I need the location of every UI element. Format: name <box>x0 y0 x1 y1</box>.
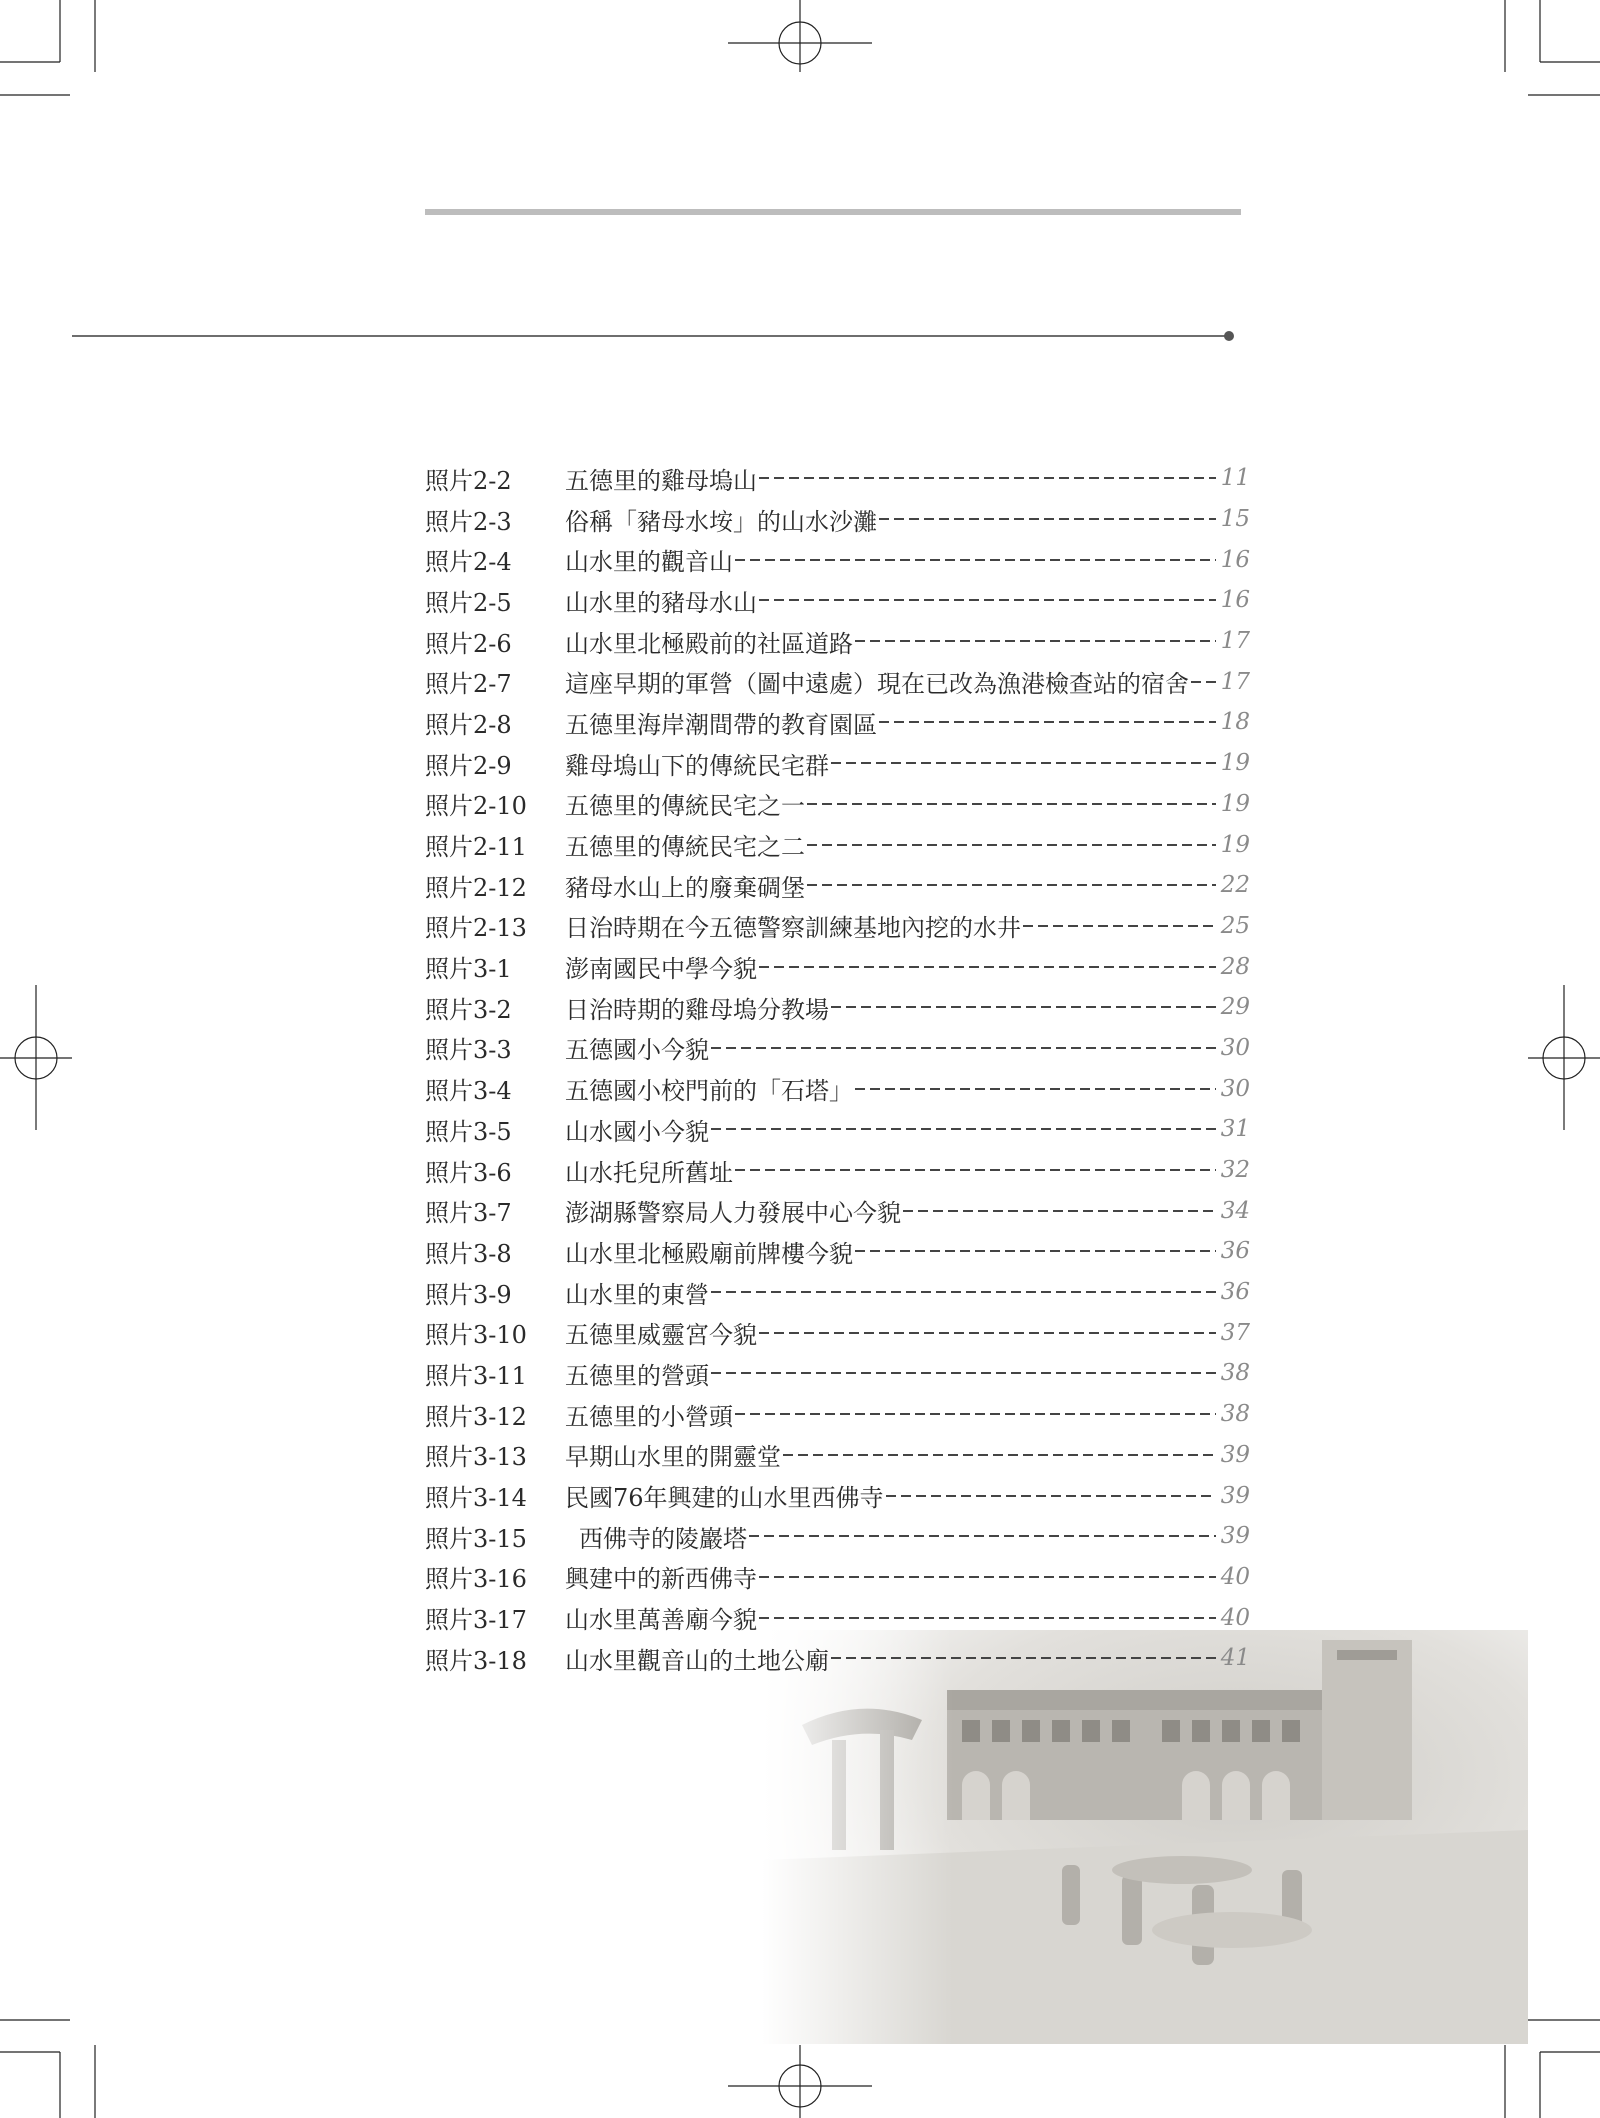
dot-leader <box>1023 925 1216 927</box>
page-number: 36 <box>1220 1279 1250 1306</box>
page-number: 19 <box>1220 790 1250 817</box>
photo-number: 照片2-6 <box>425 629 512 658</box>
photo-caption: 山水里萬善廟今貌 <box>565 1606 757 1635</box>
section-rule-dot <box>1224 331 1234 341</box>
toc-entry <box>425 1109 1250 1150</box>
dot-leader <box>783 1454 1216 1456</box>
toc-entry <box>425 1638 1250 1679</box>
toc-entry <box>425 906 1250 947</box>
page-number: 16 <box>1220 587 1250 614</box>
photo-number: 照片3-16 <box>425 1565 527 1594</box>
toc-entry <box>425 1068 1250 1109</box>
photo-caption: 俗稱「豬母水垵」的山水沙灘 <box>565 507 877 536</box>
photo-caption: 五德國小今貌 <box>565 1036 709 1065</box>
toc-entry <box>425 1312 1250 1353</box>
page-number: 16 <box>1220 546 1250 573</box>
photo-caption: 五德里海岸潮間帶的教育園區 <box>565 710 877 739</box>
page-number: 32 <box>1220 1157 1250 1184</box>
photo-number: 照片3-9 <box>425 1280 512 1309</box>
page-number: 39 <box>1220 1441 1250 1468</box>
page-number: 41 <box>1220 1645 1250 1672</box>
dot-leader <box>759 477 1216 479</box>
page-number: 17 <box>1220 628 1250 655</box>
dot-leader <box>759 966 1216 968</box>
dot-leader <box>711 1291 1216 1293</box>
photo-caption: 日治時期的雞母塢分教場 <box>565 995 829 1024</box>
toc-entry <box>425 702 1250 743</box>
toc-entry <box>425 743 1250 784</box>
toc-entry <box>425 1394 1250 1435</box>
photo-caption: 山水里觀音山的土地公廟 <box>565 1646 829 1675</box>
dot-leader <box>759 1576 1216 1578</box>
photo-number: 照片3-10 <box>425 1321 527 1350</box>
photo-caption: 五德里的雞母塢山 <box>565 466 757 495</box>
photo-number: 照片3-7 <box>425 1199 512 1228</box>
dot-leader <box>855 640 1216 642</box>
dot-leader <box>711 1128 1216 1130</box>
toc-entry <box>425 1150 1250 1191</box>
dot-leader <box>831 762 1216 764</box>
photo-caption: 五德里威靈宮今貌 <box>565 1321 757 1350</box>
dot-leader <box>807 803 1216 805</box>
photo-number: 照片3-8 <box>425 1239 512 1268</box>
photo-number: 照片2-4 <box>425 548 512 577</box>
photo-caption: 興建中的新西佛寺 <box>565 1565 757 1594</box>
toc-entry <box>425 621 1250 662</box>
toc-entry <box>425 1475 1250 1516</box>
toc-entry <box>425 784 1250 825</box>
dot-leader <box>711 1372 1216 1374</box>
photo-caption: 西佛寺的陵巖塔 <box>579 1524 747 1553</box>
toc-entry <box>425 1353 1250 1394</box>
dot-leader <box>807 884 1216 886</box>
photo-caption: 日治時期在今五德警察訓練基地內挖的水井 <box>565 914 1021 943</box>
dot-leader <box>711 1047 1216 1049</box>
photo-number: 照片3-17 <box>425 1606 527 1635</box>
photo-number: 照片2-7 <box>425 670 512 699</box>
page-number: 25 <box>1220 912 1250 939</box>
toc-entry <box>425 946 1250 987</box>
photo-caption: 山水里的豬母水山 <box>565 588 757 617</box>
photo-number: 照片3-11 <box>425 1361 527 1390</box>
page-number: 22 <box>1220 872 1250 899</box>
photo-caption: 早期山水里的開靈堂 <box>565 1443 781 1472</box>
photo-number: 照片3-4 <box>425 1077 512 1106</box>
photo-number: 照片3-18 <box>425 1646 527 1675</box>
dot-leader <box>807 844 1216 846</box>
page-number: 38 <box>1220 1360 1250 1387</box>
toc-entry <box>425 499 1250 540</box>
toc-entry <box>425 987 1250 1028</box>
toc-entry <box>425 458 1250 499</box>
page-number: 19 <box>1220 831 1250 858</box>
section-rule <box>72 335 1232 337</box>
photo-number: 照片2-5 <box>425 588 512 617</box>
photo-caption: 五德里的傳統民宅之二 <box>565 833 805 862</box>
page-number: 11 <box>1220 465 1250 492</box>
dot-leader <box>1191 681 1216 683</box>
photo-caption: 五德里的傳統民宅之一 <box>565 792 805 821</box>
page-number: 30 <box>1220 1034 1250 1061</box>
dot-leader <box>855 1250 1216 1252</box>
page-number: 36 <box>1220 1238 1250 1265</box>
photo-caption: 澎湖縣警察局人力發展中心今貌 <box>565 1199 901 1228</box>
toc-entry <box>425 661 1250 702</box>
photo-number: 照片2-2 <box>425 466 512 495</box>
toc-entry <box>425 865 1250 906</box>
photo-number: 照片3-6 <box>425 1158 512 1187</box>
photo-number: 照片3-15 <box>425 1524 527 1553</box>
dot-leader <box>855 1088 1216 1090</box>
dot-leader <box>749 1535 1216 1537</box>
photo-caption: 山水里北極殿廟前牌樓今貌 <box>565 1239 853 1268</box>
photo-number: 照片2-9 <box>425 751 512 780</box>
photo-caption: 山水國小今貌 <box>565 1117 709 1146</box>
page-number: 40 <box>1220 1563 1250 1590</box>
page-number: 40 <box>1220 1604 1250 1631</box>
toc-entry <box>425 1231 1250 1272</box>
photo-number: 照片3-13 <box>425 1443 527 1472</box>
photo-number: 照片3-12 <box>425 1402 527 1431</box>
toc-entry <box>425 1516 1250 1557</box>
photo-caption: 五德里的小營頭 <box>565 1402 733 1431</box>
dot-leader <box>735 559 1216 561</box>
photo-number: 照片2-8 <box>425 710 512 739</box>
photo-number: 照片3-14 <box>425 1484 527 1513</box>
toc-entry <box>425 1272 1250 1313</box>
photo-caption: 這座早期的軍營（圖中遠處）現在已改為漁港檢查站的宿舍 <box>565 670 1189 699</box>
toc-entry <box>425 539 1250 580</box>
page-number: 30 <box>1220 1075 1250 1102</box>
page-number: 39 <box>1220 1523 1250 1550</box>
photo-number: 照片2-3 <box>425 507 512 536</box>
dot-leader <box>735 1413 1216 1415</box>
photo-number: 照片3-1 <box>425 955 512 984</box>
photo-caption: 豬母水山上的廢棄碉堡 <box>565 873 805 902</box>
dot-leader <box>886 1495 1216 1497</box>
page-number: 39 <box>1220 1482 1250 1509</box>
photo-number: 照片3-5 <box>425 1117 512 1146</box>
dot-leader <box>735 1169 1216 1171</box>
photo-number: 照片3-2 <box>425 995 512 1024</box>
toc-entry <box>425 580 1250 621</box>
photo-number: 照片2-11 <box>425 833 527 862</box>
photo-number: 照片2-12 <box>425 873 527 902</box>
photo-number: 照片3-3 <box>425 1036 512 1065</box>
photo-caption: 山水里的東營 <box>565 1280 709 1309</box>
page-number: 19 <box>1220 750 1250 777</box>
dot-leader <box>759 1617 1216 1619</box>
photo-caption: 五德里的營頭 <box>565 1361 709 1390</box>
dot-leader <box>879 721 1216 723</box>
photo-index-list <box>425 458 1250 1679</box>
photo-number: 照片2-10 <box>425 792 527 821</box>
toc-entry <box>425 1028 1250 1069</box>
toc-entry <box>425 1597 1250 1638</box>
page-number: 34 <box>1220 1197 1250 1224</box>
page-number: 31 <box>1220 1116 1250 1143</box>
page-number: 18 <box>1220 709 1250 736</box>
dot-leader <box>903 1210 1216 1212</box>
photo-number: 照片2-13 <box>425 914 527 943</box>
toc-entry <box>425 824 1250 865</box>
dot-leader <box>759 599 1216 601</box>
photo-caption: 澎南國民中學今貌 <box>565 955 757 984</box>
photo-caption: 雞母塢山下的傳統民宅群 <box>565 751 829 780</box>
page-number: 38 <box>1220 1401 1250 1428</box>
photo-caption: 五德國小校門前的「石塔」 <box>565 1077 853 1106</box>
photo-caption: 民國76年興建的山水里西佛寺 <box>565 1484 884 1513</box>
photo-caption: 山水里的觀音山 <box>565 548 733 577</box>
photo-caption: 山水里北極殿前的社區道路 <box>565 629 853 658</box>
page-number: 15 <box>1220 506 1250 533</box>
photo-caption: 山水托兒所舊址 <box>565 1158 733 1187</box>
toc-entry <box>425 1557 1250 1598</box>
page-number: 37 <box>1220 1319 1250 1346</box>
toc-entry <box>425 1190 1250 1231</box>
page-number: 29 <box>1220 994 1250 1021</box>
header-rule <box>425 209 1241 215</box>
toc-entry <box>425 1435 1250 1476</box>
dot-leader <box>879 518 1216 520</box>
dot-leader <box>831 1006 1216 1008</box>
page-number: 28 <box>1220 953 1250 980</box>
dot-leader <box>831 1657 1216 1659</box>
dot-leader <box>759 1332 1216 1334</box>
page-number: 17 <box>1220 668 1250 695</box>
faded-building-photo <box>762 1630 1528 2044</box>
